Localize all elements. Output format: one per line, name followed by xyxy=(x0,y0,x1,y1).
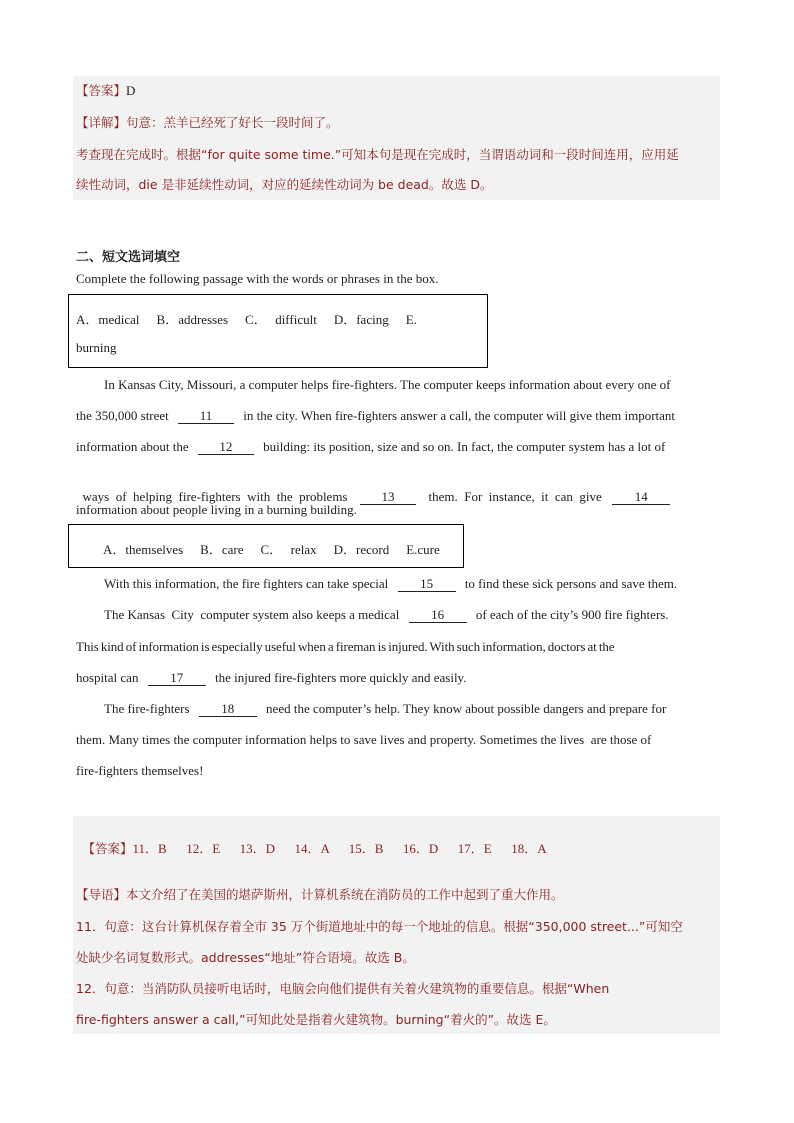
passage-text: building: its position, size and so on. In fact, the computer system has a lot of xyxy=(263,439,666,454)
blank-16[interactable]: 16 xyxy=(409,607,467,623)
word-box-2 xyxy=(68,524,464,568)
word-box-1-line-1: A．medical B．addresses C． difficult D．facing E. xyxy=(76,312,417,327)
explanation-line-1: 考查现在完成时。根据“for quite some time.”可知本句是现在完成时，当谓语动词和一段时间连用，应用延 xyxy=(76,147,679,162)
passage-text: The fire-fighters xyxy=(104,701,190,716)
passage-text: the 350,000 street xyxy=(76,408,169,423)
q11-explanation-line-1: 11．句意：这台计算机保存着全市 35 万个街道地址中的每一个地址的信息。根据“350,000 street...”可知空 xyxy=(76,919,683,934)
passage-line xyxy=(104,376,670,394)
guide-line xyxy=(76,887,564,903)
passage-text: With this information, the fire fighters can take special xyxy=(104,576,389,591)
passage-line xyxy=(76,407,675,425)
answer-value: D xyxy=(126,83,136,98)
section-title: 二、短文选词填空 xyxy=(76,250,181,265)
passage-text: ways of helping fire-fighters with the problems xyxy=(82,489,348,504)
passage-line xyxy=(76,669,466,687)
passage-text: of each of the city’s 900 fire fighters. xyxy=(475,607,669,622)
word-box-1 xyxy=(68,294,488,368)
passage-line xyxy=(104,606,669,624)
passage-text: hospital can xyxy=(76,670,139,685)
passage-line xyxy=(104,575,677,593)
q11-explanation-line-2: 处缺少名词复数形式。addresses“地址”符合语境。故选 B。 xyxy=(76,950,415,965)
blank-14[interactable]: 14 xyxy=(612,489,670,505)
passage-text: information about the xyxy=(76,439,189,454)
blank-17[interactable]: 17 xyxy=(148,670,206,686)
blank-12[interactable]: 12 xyxy=(198,439,254,455)
guide-label: 【导语】 xyxy=(76,887,127,902)
passage-line: information about people living in a burning building. xyxy=(76,502,357,517)
word-box-1-line-2: burning xyxy=(76,340,117,355)
passage-text: the injured fire-fighters more quickly and easily. xyxy=(214,670,467,685)
detail-text: 句意：羔羊已经死了好长一段时间了。 xyxy=(126,115,339,130)
answer-line xyxy=(76,83,135,99)
guide-text: 本文介绍了在美国的堪萨斯州，计算机系统在消防员的工作中起到了重大作用。 xyxy=(126,887,564,902)
passage-line xyxy=(76,438,665,456)
instruction: Complete the following passage with the words or phrases in the box. xyxy=(76,271,439,286)
answers-line xyxy=(76,825,547,857)
blank-13[interactable]: 13 xyxy=(360,489,416,505)
passage-text: The Kansas City computer system also keeps a medical xyxy=(104,607,400,622)
passage-line xyxy=(104,700,666,718)
passage-text: In Kansas City, Missouri, a computer helps fire-fighters. The computer keeps information about every one of xyxy=(104,377,671,392)
passage-text: to find these sick persons and save them. xyxy=(464,576,678,591)
passage-line: fire-fighters themselves! xyxy=(76,763,204,778)
blank-11[interactable]: 11 xyxy=(178,408,234,424)
explanation-line-2: 续性动词，die 是非延续性动词，对应的延续性动词为 be dead。故选 D。 xyxy=(76,177,493,192)
blank-15[interactable]: 15 xyxy=(398,576,456,592)
q12-explanation-line-1: 12．句意：当消防队员接听电话时，电脑会向他们提供有关着火建筑物的重要信息。根据“When xyxy=(76,981,610,996)
answers-values: 11．B 12．E 13．D 14．A 15．B 16．D 17．E 18．A xyxy=(132,841,547,856)
passage-text: in the city. When fire-fighters answer a call, the computer will give them important xyxy=(243,408,676,423)
passage-text: them. For instance, it can give xyxy=(428,489,602,504)
detail-label: 【详解】 xyxy=(76,115,127,130)
answer-label: 【答案】 xyxy=(76,83,127,98)
answers-label: 【答案】 xyxy=(82,841,133,856)
passage-line: them. Many times the computer information helps to save lives and property. Sometimes the lives are those of xyxy=(76,732,652,747)
q12-explanation-line-2: fire-fighters answer a call,”可知此处是指着火建筑物。burning“着火的”。故选 E。 xyxy=(76,1012,556,1027)
word-box-2-line-1: A．themselves B．care C． relax D．record E.cure xyxy=(103,542,440,557)
passage-text: need the computer’s help. They know about possible dangers and prepare for xyxy=(266,701,667,716)
passage-line: This kind of information is especially useful when a fireman is injured. With such information, doctors at the xyxy=(76,639,615,654)
blank-18[interactable]: 18 xyxy=(199,701,257,717)
detail-line xyxy=(76,115,339,131)
